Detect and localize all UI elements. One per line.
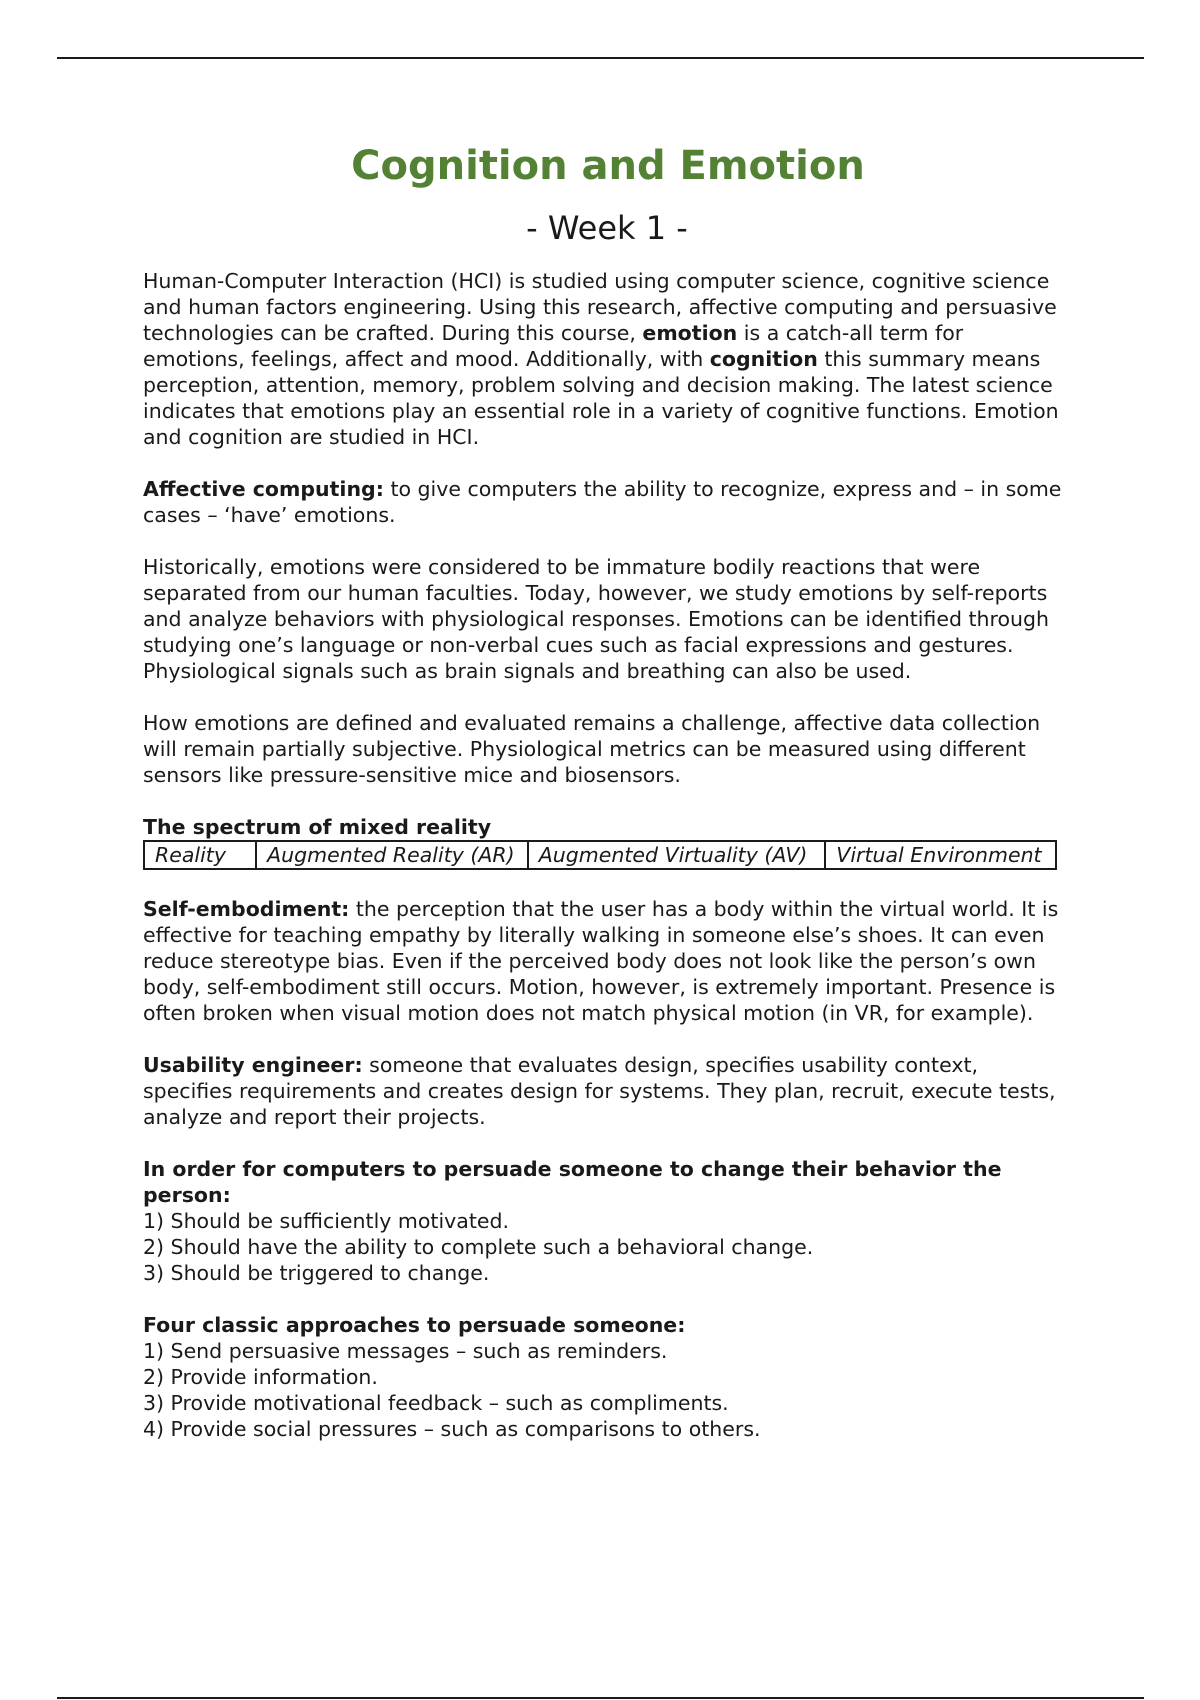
historical-paragraph: Historically, emotions were considered to be immature bodily reactions that were separated from our human faculties. Today, however, we study emotions by self-reports and analyze behaviors with physiological responses. Emotions can be identified through studying one’s language or non-verbal cues such as facial expressions and gestures. Physiological signals such as brain signals and breathing can also be used. [143,555,1050,683]
list-item: 3) Should be triggered to change. [143,1261,490,1285]
list-item: 4) Provide social pressures – such as comparisons to others. [143,1417,761,1441]
usability-engineer-text: someone that evaluates design, specifies usability context, specifies requirements and creates design for systems. They plan, recruit, execute tests, analyze and report their projects. [143,1053,1056,1129]
list-item: 2) Provide information. [143,1365,378,1389]
document-page [143,138,1063,1468]
spectrum-cell-virtual-environment: Virtual Environment [825,841,1056,869]
list-item: 1) Send persuasive messages – such as reminders. [143,1339,668,1363]
intro-text-2: is a catch-all term for emotions, feelings, affect and mood. Additionally, with [143,321,964,371]
intro-text-1: Human-Computer Interaction (HCI) is studied using computer science, cognitive science and human factors engineering. Using this research, affective computing and persuasive technologies can be crafted. During this course, [143,269,1057,345]
self-embodiment-text: the perception that the user has a body within the virtual world. It is effective for teaching empathy by literally walking in someone else’s shoes. It can even reduce stereotype bias. Even if the perceived body does not look like the person’s own body, self-embodiment still occurs. Motion, however, is extremely important. Presence is often broken when visual motion does not match physical motion (in VR, for example). [143,897,1059,1025]
usability-engineer-paragraph [143,1052,1063,1130]
approaches-list [143,1338,1063,1442]
self-embodiment-paragraph [143,896,1063,1026]
intro-paragraph [143,268,1063,450]
persuade-conditions-list [143,1208,1063,1286]
top-rule [57,57,1144,59]
list-item: 1) Should be sufficiently motivated. [143,1209,510,1233]
list-item: 2) Should have the ability to complete such a behavioral change. [143,1235,814,1259]
spectrum-cell-reality: Reality [144,841,256,869]
usability-engineer-term: Usability engineer: [143,1053,363,1077]
spectrum-heading: The spectrum of mixed reality [143,815,492,839]
mixed-reality-spectrum-table [143,840,1057,870]
challenge-paragraph: How emotions are defined and evaluated remains a challenge, affective data collection will remain partially subjective. Physiological metrics can be measured using different sensors like pressure-sensitive mice and biosensors. [143,711,1041,787]
affective-computing-term: Affective computing: [143,477,384,501]
spectrum-cell-augmented-virtuality: Augmented Virtuality (AV) [528,841,826,869]
approaches-heading: Four classic approaches to persuade someone: [143,1313,686,1337]
self-embodiment-term: Self-embodiment: [143,897,350,921]
bottom-rule [57,1697,1144,1699]
document-title: Cognition and Emotion [351,143,865,189]
table-row [144,841,1056,869]
document-subtitle: - Week 1 - [526,209,688,247]
intro-text-3: this summary means perception, attention, memory, problem solving and decision making. The latest science indicates that emotions play an essential role in a variety of cognitive functions. Emotion and cognition are studied in HCI. [143,347,1059,449]
intro-term-cognition: cognition [709,347,818,371]
persuade-heading: In order for computers to persuade someone to change their behavior the person: [143,1157,1002,1207]
spectrum-cell-augmented-reality: Augmented Reality (AR) [256,841,528,869]
intro-term-emotion: emotion [642,321,738,345]
list-item: 3) Provide motivational feedback – such as compliments. [143,1391,729,1415]
affective-computing-text: to give computers the ability to recognize, express and – in some cases – ‘have’ emotions. [143,477,1062,527]
affective-computing-paragraph [143,476,1063,528]
